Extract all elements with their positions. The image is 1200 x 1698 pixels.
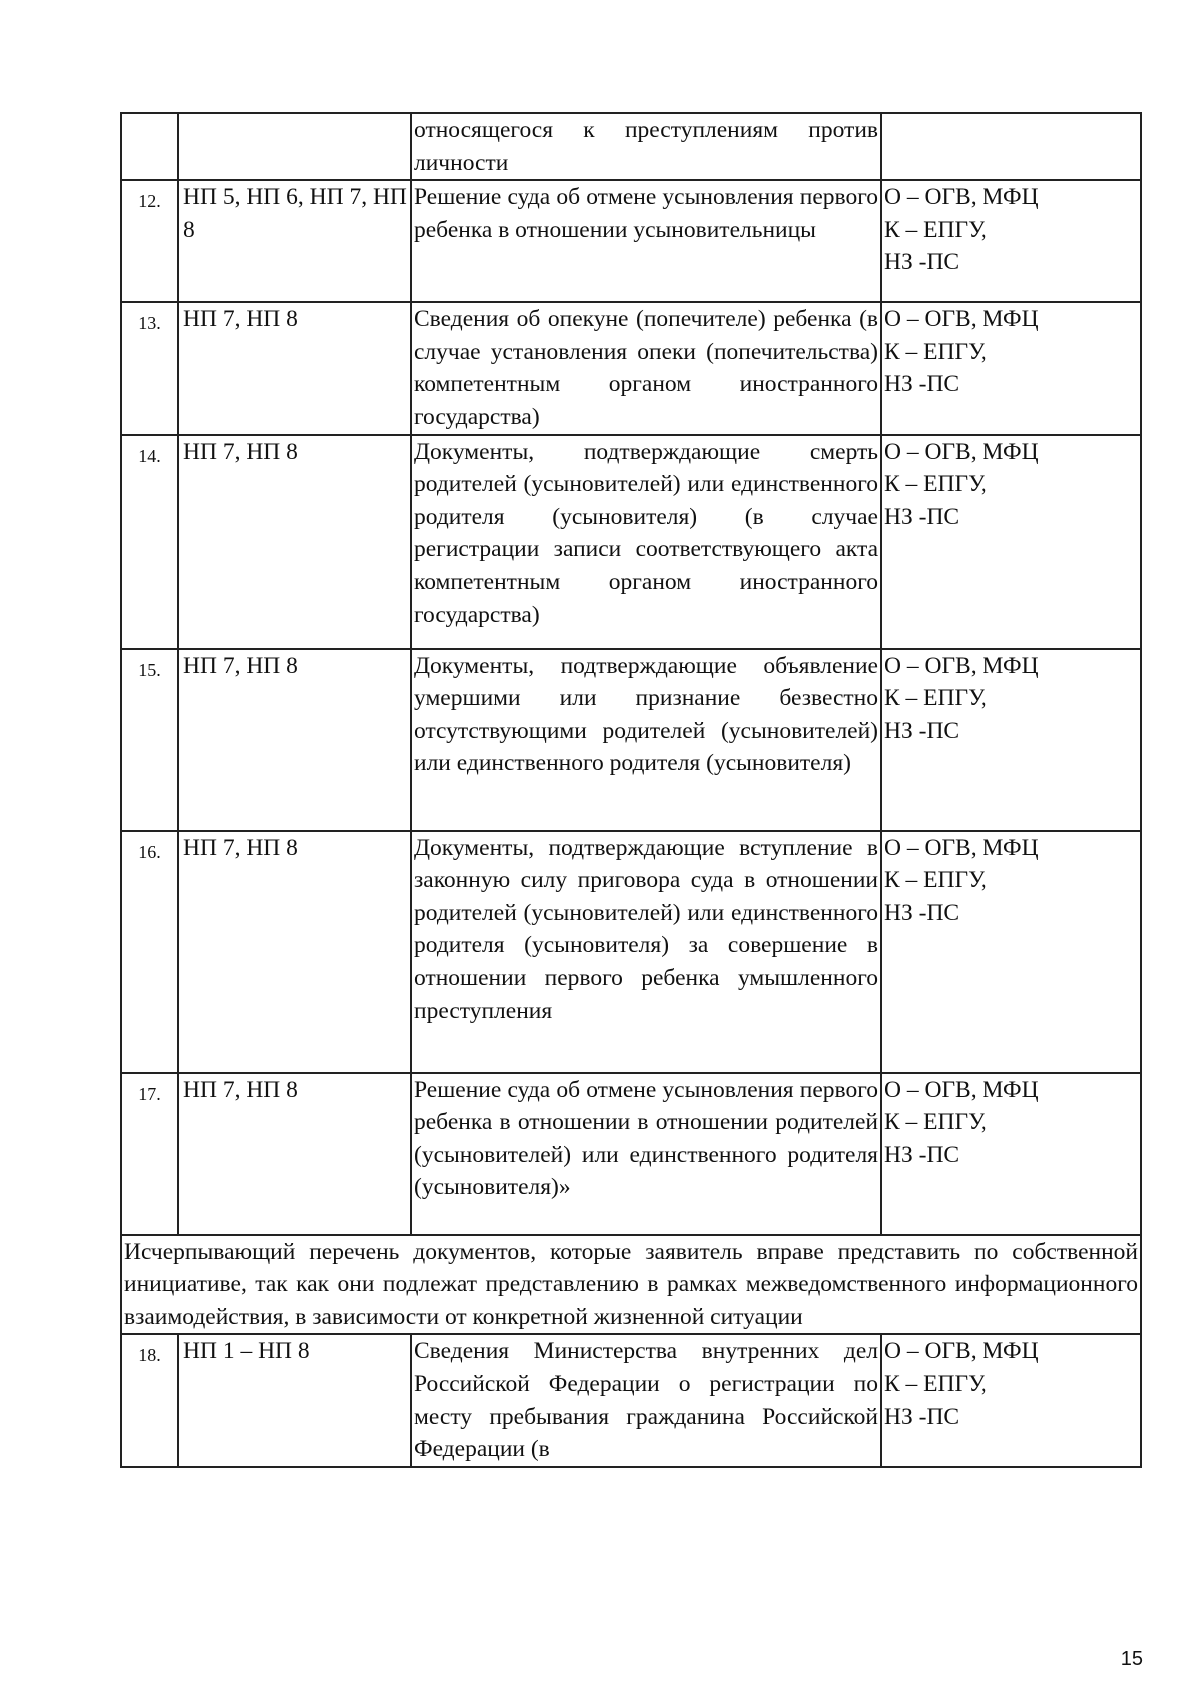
submission-method: О – ОГВ, МФЦ К – ЕПГУ, НЗ -ПС: [881, 831, 1141, 1073]
table-row: [121, 1334, 1141, 1466]
table-row: [121, 435, 1141, 649]
row-number: 15.: [121, 649, 178, 831]
document-description: Документы, подтверждающие смерть родителей (усыновителей) или единственного родителя (усыновителя) (в случае регистрации записи соответствующего акта компетентным органом иностранного государства): [411, 435, 881, 649]
section-text: Исчерпывающий перечень документов, которые заявитель вправе представить по собственной инициативе, так как они подлежат представлению в рамках межведомственного информационного взаимодействия, в зависимости от конкретной жизненной ситуации: [121, 1235, 1141, 1335]
submission-method: [881, 113, 1141, 180]
legal-basis: НП 7, НП 8: [178, 302, 411, 434]
page-number: 15: [1120, 1648, 1143, 1670]
submission-method: О – ОГВ, МФЦ К – ЕПГУ, НЗ -ПС: [881, 302, 1141, 434]
table-row: [121, 302, 1141, 434]
submission-method: О – ОГВ, МФЦ К – ЕПГУ, НЗ -ПС: [881, 435, 1141, 649]
section-row: [121, 1235, 1141, 1335]
legal-basis: НП 5, НП 6, НП 7, НП 8: [178, 180, 411, 302]
document-description: Решение суда об отмене усыновления первого ребенка в отношении усыновительницы: [411, 180, 881, 302]
document-description: Сведения Министерства внутренних дел Российской Федерации о регистрации по месту пребывания гражданина Российской Федерации (в: [411, 1334, 881, 1466]
document-description: Решение суда об отмене усыновления первого ребенка в отношении в отношении родителей (усыновителей) или единственного родителя (усыновителя)»: [411, 1073, 881, 1235]
legal-basis: НП 7, НП 8: [178, 649, 411, 831]
legal-basis: НП 7, НП 8: [178, 831, 411, 1073]
legal-basis: НП 1 – НП 8: [178, 1334, 411, 1466]
submission-method: О – ОГВ, МФЦ К – ЕПГУ, НЗ -ПС: [881, 180, 1141, 302]
submission-method: О – ОГВ, МФЦ К – ЕПГУ, НЗ -ПС: [881, 649, 1141, 831]
table-body-top: [121, 113, 1141, 1235]
legal-basis: НП 7, НП 8: [178, 1073, 411, 1235]
row-number: 14.: [121, 435, 178, 649]
row-number: [121, 113, 178, 180]
table-row: [121, 1073, 1141, 1235]
table-row: [121, 180, 1141, 302]
table-body-bottom: [121, 1334, 1141, 1466]
table-row: [121, 649, 1141, 831]
section-header: [121, 1235, 1141, 1335]
documents-table: [120, 112, 1142, 1468]
row-number: 12.: [121, 180, 178, 302]
document-description: Сведения об опекуне (попечителе) ребенка (в случае установления опеки (попечительства) компетентным органом иностранного государства): [411, 302, 881, 434]
row-number: 17.: [121, 1073, 178, 1235]
document-description: Документы, подтверждающие объявление умершими или признание безвестно отсутствующими родителей (усыновителей) или единственного родителя (усыновителя): [411, 649, 881, 831]
document-description: Документы, подтверждающие вступление в законную силу приговора суда в отношении родителей (усыновителей) или единственного родителя (усыновителя) за совершение в отношении первого ребенка умышленного преступления: [411, 831, 881, 1073]
table-row: [121, 113, 1141, 180]
submission-method: О – ОГВ, МФЦ К – ЕПГУ, НЗ -ПС: [881, 1073, 1141, 1235]
legal-basis: НП 7, НП 8: [178, 435, 411, 649]
row-number: 16.: [121, 831, 178, 1073]
legal-basis: [178, 113, 411, 180]
row-number: 13.: [121, 302, 178, 434]
document-description: относящегося к преступлениям против личности: [411, 113, 881, 180]
row-number: 18.: [121, 1334, 178, 1466]
table-row: [121, 831, 1141, 1073]
submission-method: О – ОГВ, МФЦ К – ЕПГУ, НЗ -ПС: [881, 1334, 1141, 1466]
